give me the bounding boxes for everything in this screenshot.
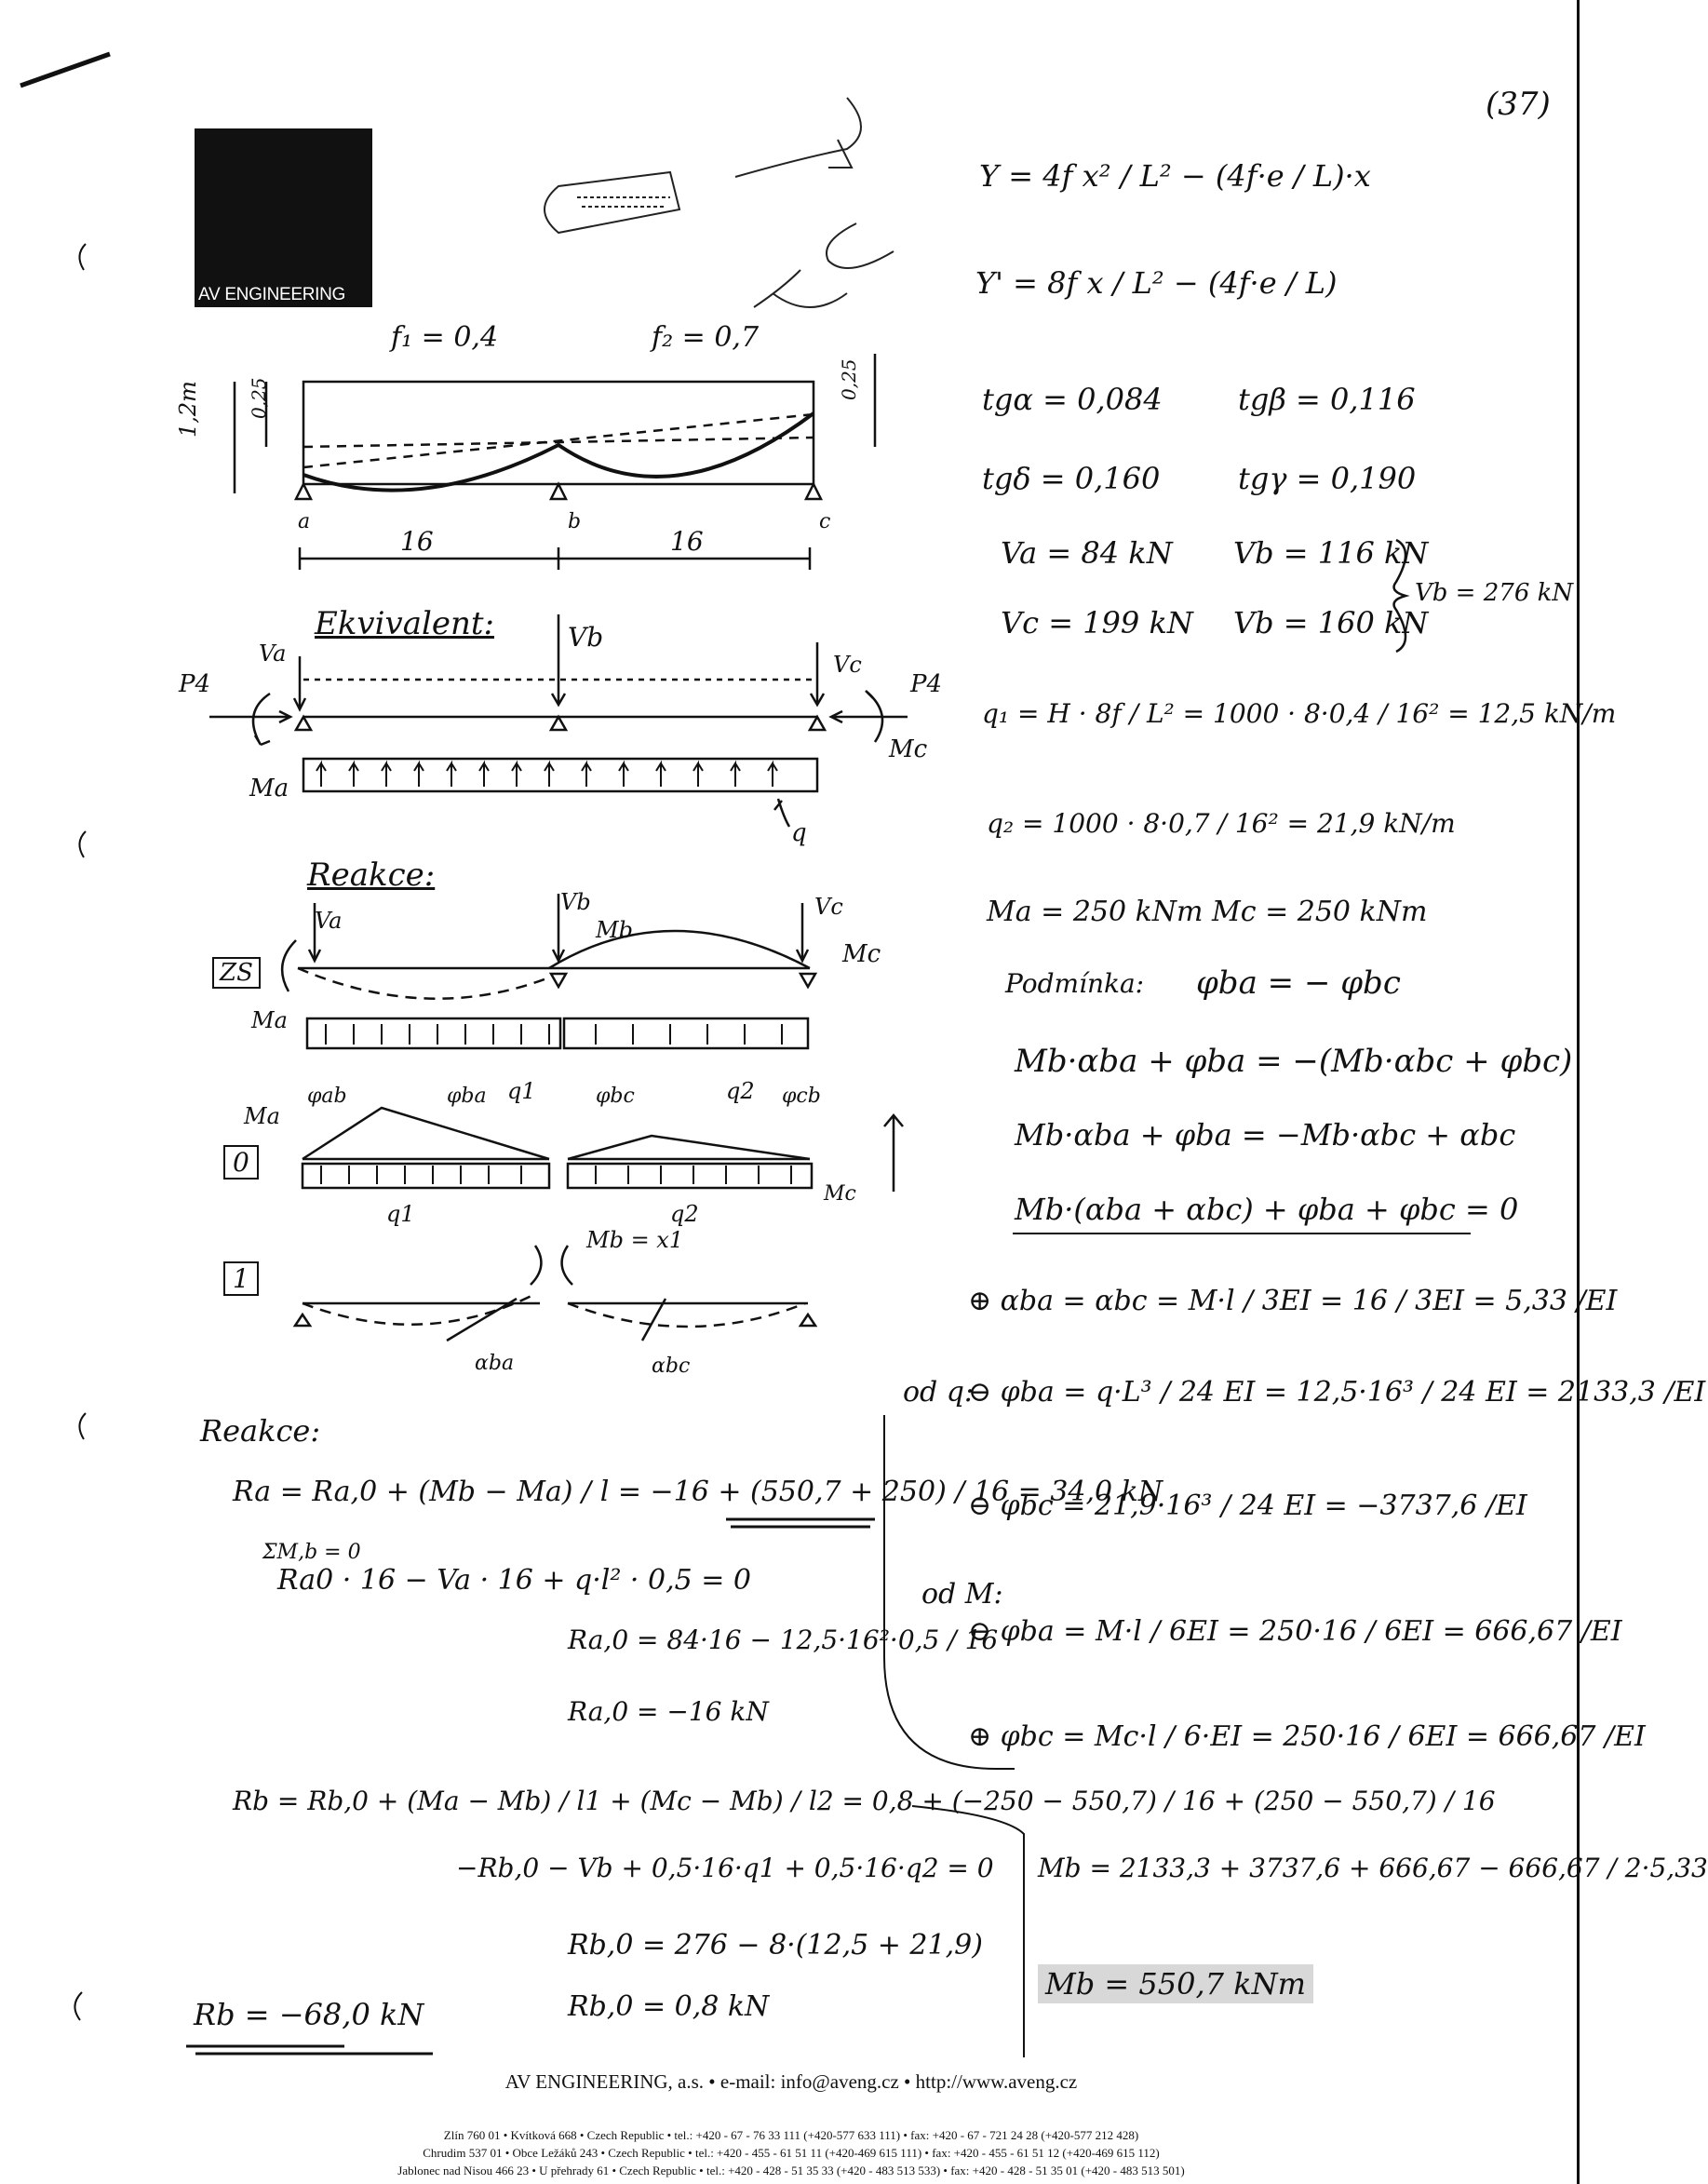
reaction-rb-final: Rb = −68,0 kN bbox=[194, 1997, 424, 2032]
phi-ba-q: ⊖ φba = q·L³ / 24 EI = 12,5·16³ / 24 EI = 2133,3 /EI bbox=[968, 1376, 1706, 1409]
reaction-rb0-eq: −Rb,0 − Vb + 0,5·16·q1 + 0,5·16·q2 = 0 bbox=[456, 1853, 994, 1883]
reaction-ra0-val: Ra,0 = 84·16 − 12,5·16²·0,5 / 16 bbox=[568, 1625, 999, 1655]
heading-reakce: Reakce: bbox=[307, 856, 436, 894]
equiv-ma: Ma bbox=[249, 775, 289, 802]
reaction-rb: Rb = Rb,0 + (Ma − Mb) / l1 + (Mc − Mb) / l2 = 0,8 + (−250 − 550,7) / 16 + (250 − 550,7) / 16 bbox=[233, 1786, 1496, 1816]
label-f1: f₁ = 0,4 bbox=[391, 321, 499, 354]
phi-bc-q: ⊖ φbc = 21,9·16³ / 24 EI = −3737,6 /EI bbox=[968, 1490, 1527, 1522]
sys0-mc: Mc bbox=[824, 1182, 856, 1206]
zs-vb: Vb bbox=[560, 889, 591, 915]
sys0-q2: q2 bbox=[670, 1201, 699, 1227]
moments-ma-mc: Ma = 250 kNm Mc = 250 kNm bbox=[987, 896, 1428, 928]
phi-ba-m: ⊖ φba = M·l / 6EI = 250·16 / 6EI = 666,67 /EI bbox=[968, 1615, 1622, 1648]
sys0-phi-ba: φba bbox=[447, 1085, 487, 1108]
equiv-va: Va bbox=[259, 640, 287, 667]
tg-delta: tgδ = 0,160 bbox=[982, 461, 1161, 496]
condition-eq1: Mb·αba + φba = −(Mb·αbc + φbc) bbox=[1015, 1043, 1573, 1080]
condition-eq0: φba = − φbc bbox=[1196, 964, 1401, 1002]
system-zero: 0 bbox=[223, 1145, 259, 1180]
condition-label: Podmínka: bbox=[1005, 968, 1145, 999]
footer-line-2: Chrudim 537 01 • Obce Ležáků 243 • Czech Republic • tel.: +420 - 455 - 61 51 11 (+420-469 615 111) • fax: +420 - 455 - 61 51 12 (+420-469 615 112) bbox=[423, 2146, 1160, 2160]
zs-mb: Mb bbox=[596, 917, 633, 943]
zs-q2: q2 bbox=[726, 1078, 755, 1104]
label-right-offset: 0,25 bbox=[838, 358, 860, 400]
equation-y-prime: Y' = 8f x / L² − (4f·e / L) bbox=[975, 265, 1338, 301]
reaction-ra: Ra = Ra,0 + (Mb − Ma) / l = −16 + (550,7 + 250) / 16 = 34,0 kN bbox=[233, 1476, 1163, 1508]
support-c: c bbox=[819, 510, 831, 533]
span-2: 16 bbox=[670, 526, 704, 557]
mb-result: Mb = 550,7 kNm bbox=[1038, 1964, 1313, 2003]
load-q2: q₂ = 1000 · 8·0,7 / 16² = 21,9 kN/m bbox=[987, 808, 1456, 839]
force-vb1: Vb = 116 kN bbox=[1233, 535, 1429, 571]
equiv-vc: Vc bbox=[833, 652, 862, 678]
alpha-eq: ⊕ αba = αbc = M·l / 3EI = 16 / 3EI = 5,33 /EI bbox=[968, 1285, 1618, 1317]
reaction-ra0-eq: Ra0 · 16 − Va · 16 + q·l² · 0,5 = 0 bbox=[277, 1564, 752, 1597]
reaction-sum-mb: ΣM,b = 0 bbox=[262, 1541, 361, 1564]
sys0-ma: Ma bbox=[244, 1103, 280, 1129]
support-a: a bbox=[298, 510, 311, 533]
heading-ekvivalent: Ekvivalent: bbox=[315, 605, 494, 642]
phi-bc-m: ⊕ φbc = Mc·l / 6·EI = 250·16 / 6EI = 666,67 /EI bbox=[968, 1720, 1646, 1753]
sys1-mb-x1: Mb = x1 bbox=[586, 1227, 684, 1253]
force-vb-total: Vb = 276 kN bbox=[1415, 579, 1574, 607]
sys0-phi-bc: φbc bbox=[596, 1085, 635, 1108]
condition-eq2: Mb·αba + φba = −Mb·αbc + αbc bbox=[1015, 1117, 1516, 1153]
system-one: 1 bbox=[223, 1261, 259, 1296]
zs-vc: Vc bbox=[814, 894, 843, 920]
equiv-p4-left: P4 bbox=[179, 670, 211, 698]
equiv-load: q bbox=[791, 819, 807, 847]
system-zs: ZS bbox=[212, 957, 261, 989]
logo-text: AV ENGINEERING bbox=[198, 285, 346, 304]
tg-gamma: tgγ = 0,190 bbox=[1238, 461, 1417, 496]
force-vc: Vc = 199 kN bbox=[1001, 605, 1193, 640]
force-vb2: Vb = 160 kN bbox=[1233, 605, 1429, 640]
label-f2: f₂ = 0,7 bbox=[652, 321, 760, 354]
sys0-q1: q1 bbox=[386, 1201, 415, 1227]
tg-alpha: tgα = 0,084 bbox=[982, 382, 1163, 417]
label-left-height: 1,2m bbox=[175, 381, 201, 438]
sys0-phi-ab: φab bbox=[307, 1085, 347, 1108]
equiv-p4-right: P4 bbox=[910, 670, 943, 698]
condition-eq3: Mb·(αba + αbc) + φba + φbc = 0 bbox=[1015, 1192, 1519, 1227]
heading-reakce-2: Reakce: bbox=[200, 1413, 321, 1449]
label-od-m: od M: bbox=[921, 1578, 1003, 1611]
span-1: 16 bbox=[400, 526, 434, 557]
footer-line-3: Jablonec nad Nisou 466 23 • U přehrady 61 • Czech Republic • tel.: +420 - 428 - 51 35 33 (+420 - 483 513 533) • fax: +420 - 428 - 51 35 01 (+420 - 483 513 501) bbox=[397, 2164, 1185, 2177]
zs-q1: q1 bbox=[507, 1078, 536, 1104]
page-number: (37) bbox=[1486, 86, 1551, 123]
tg-beta: tgβ = 0,116 bbox=[1238, 382, 1416, 417]
footer-line-1: Zlín 760 01 • Kvítková 668 • Czech Republic • tel.: +420 - 67 - 76 33 111 (+420-577 633 111) • fax: +420 - 67 - 721 24 28 (+420-577 212 428) bbox=[443, 2128, 1139, 2142]
mb-equation: Mb = 2133,3 + 3737,6 + 666,67 − 666,67 / 2·5,33 bbox=[1038, 1853, 1708, 1883]
zs-ma: Ma bbox=[251, 1007, 288, 1033]
equation-y: Y = 4f x² / L² − (4f·e / L)·x bbox=[979, 158, 1371, 194]
sys1-dbc: αbc bbox=[652, 1355, 691, 1378]
force-va: Va = 84 kN bbox=[1001, 535, 1173, 571]
sys1-dba: αba bbox=[475, 1352, 515, 1375]
equiv-vb: Vb bbox=[568, 622, 604, 653]
label-ad-q: od q: bbox=[903, 1376, 975, 1409]
support-b: b bbox=[568, 510, 582, 533]
label-left-offset: 0,25 bbox=[248, 377, 270, 419]
load-q1: q₁ = H · 8f / L² = 1000 · 8·0,4 / 16² = 12,5 kN/m bbox=[982, 698, 1617, 729]
reaction-rb0-res: Rb,0 = 0,8 kN bbox=[568, 1990, 770, 2023]
reaction-rb0-val: Rb,0 = 276 − 8·(12,5 + 21,9) bbox=[568, 1929, 983, 1962]
zs-va: Va bbox=[315, 908, 343, 934]
sys0-phi-cb: φcb bbox=[782, 1085, 821, 1108]
footer-company: AV ENGINEERING, a.s. • e-mail: info@aveng.cz • http://www.aveng.cz bbox=[504, 2070, 1078, 2093]
equiv-mc: Mc bbox=[889, 735, 928, 763]
zs-mc: Mc bbox=[842, 940, 881, 968]
reaction-ra0-res: Ra,0 = −16 kN bbox=[568, 1696, 769, 1727]
